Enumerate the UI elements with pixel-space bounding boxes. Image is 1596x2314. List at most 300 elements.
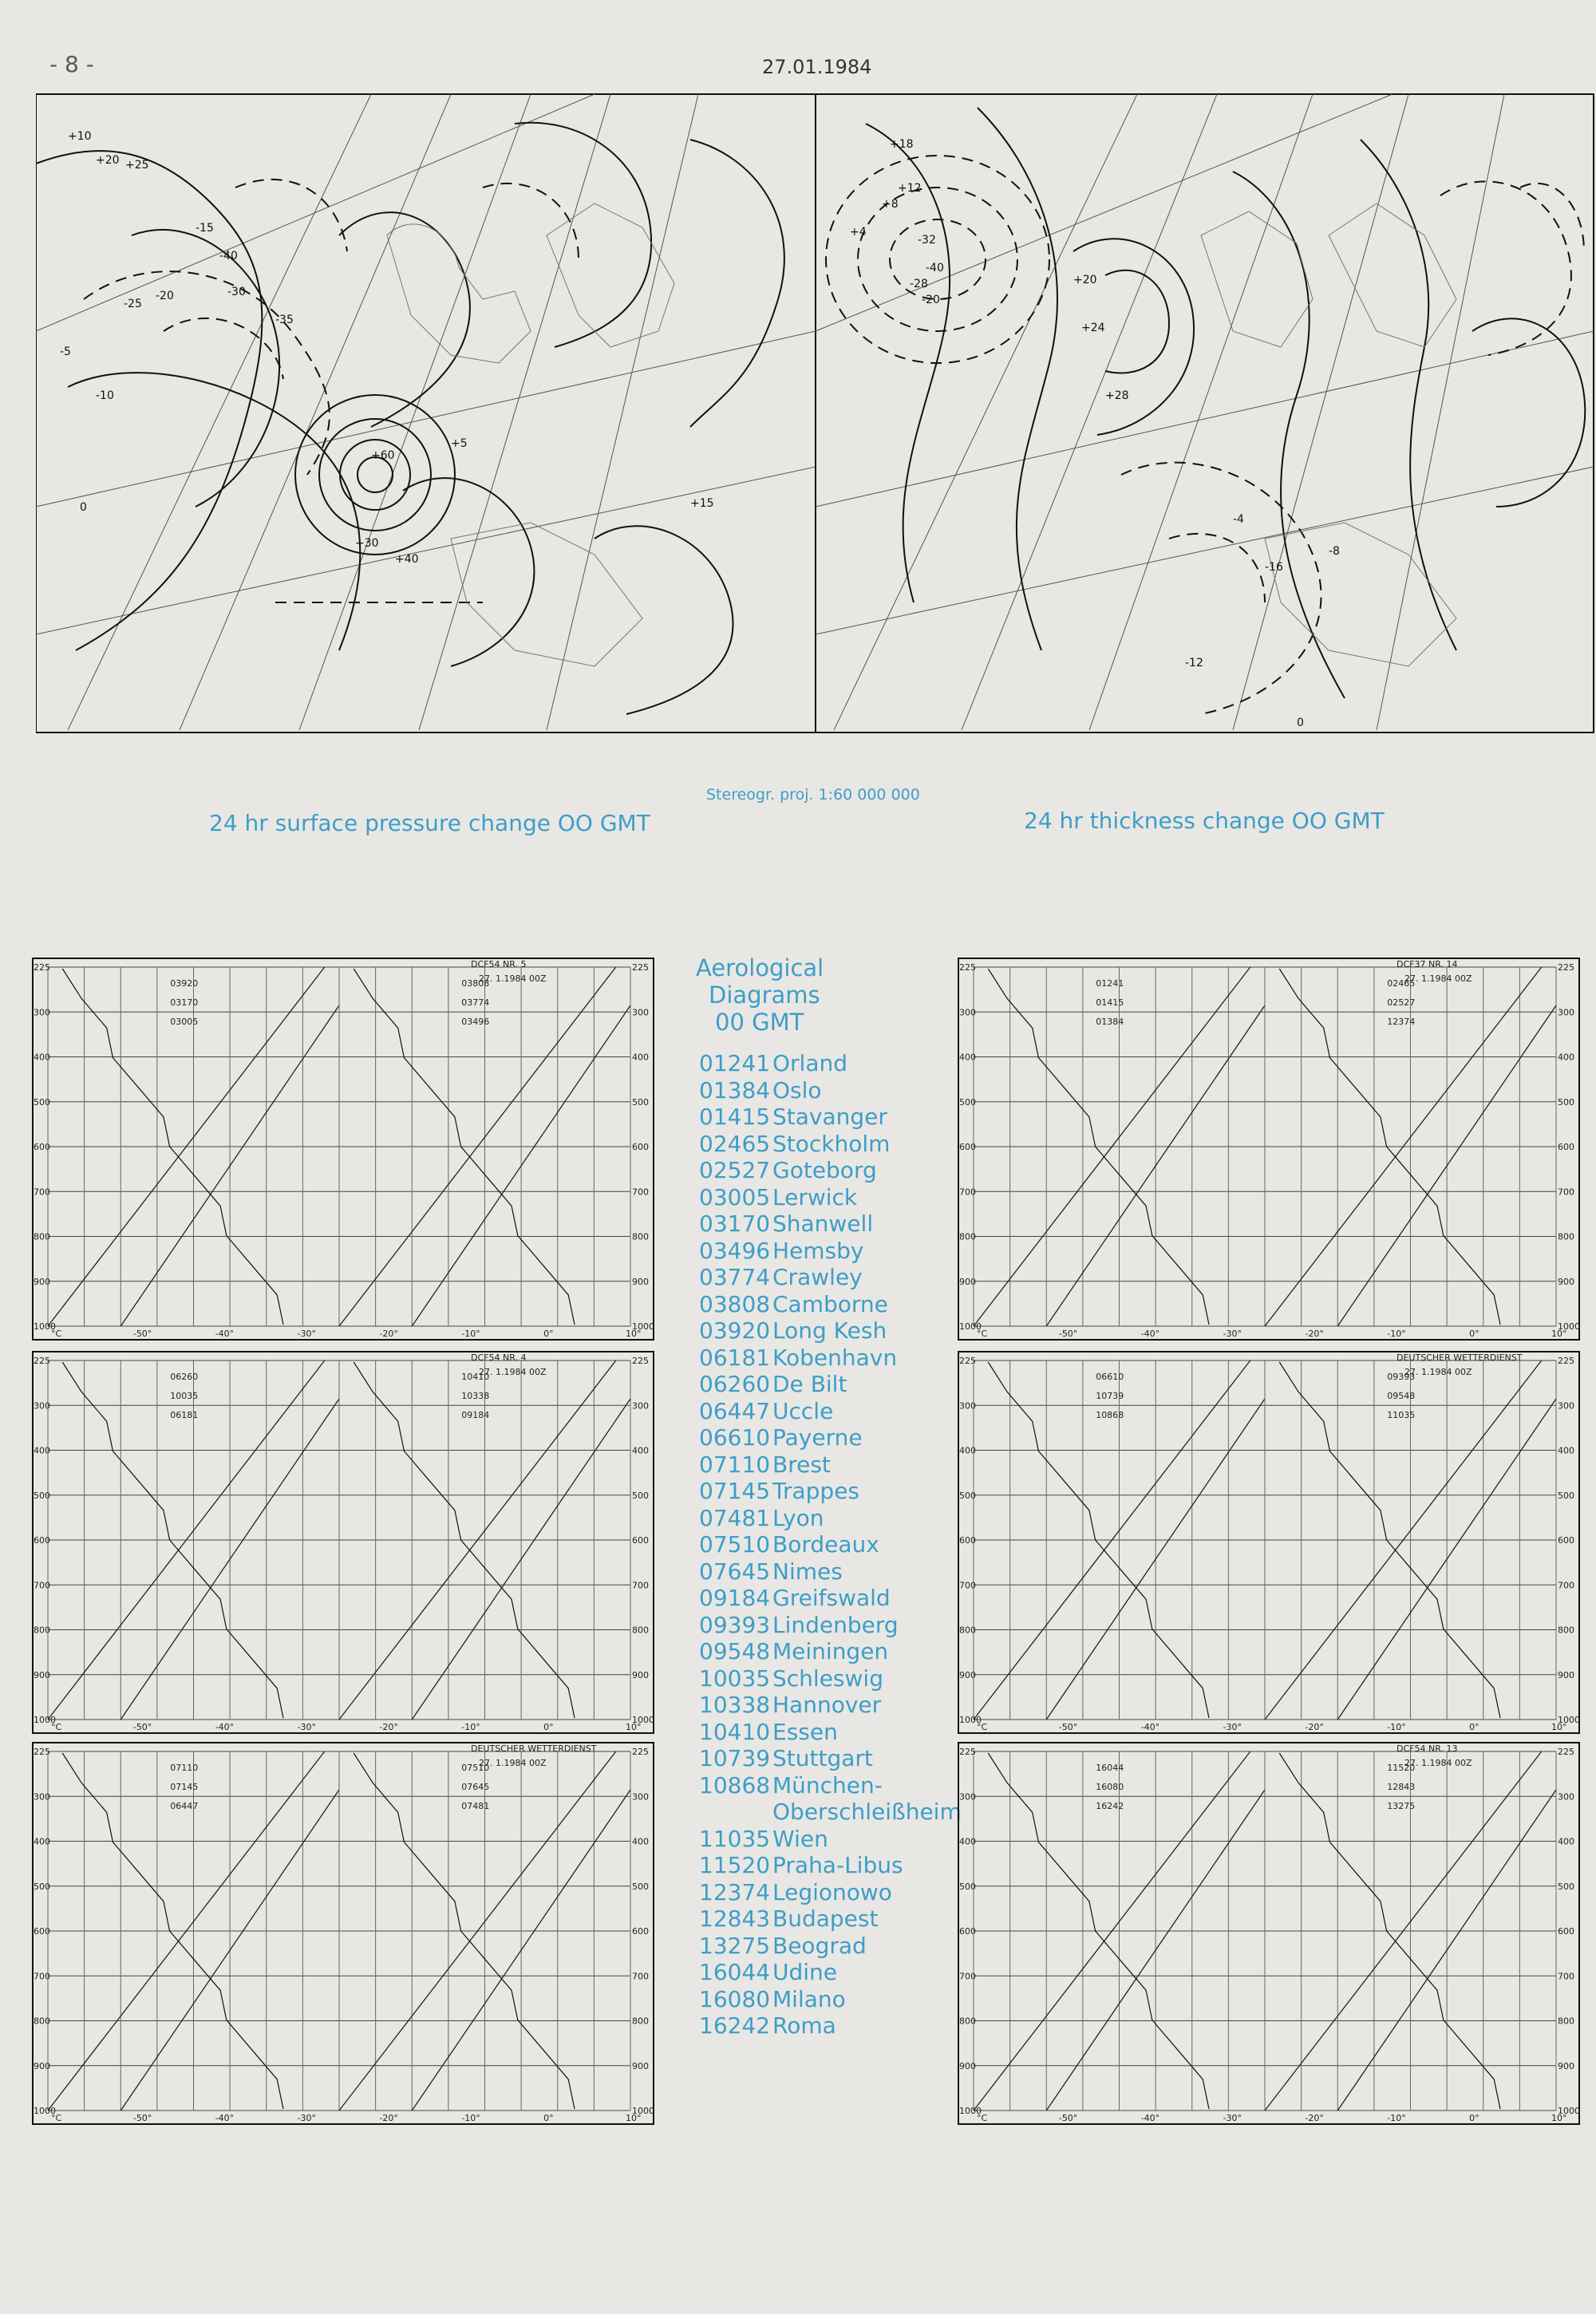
pressure-level-label: 900 xyxy=(632,1669,649,1680)
map-label: +28 xyxy=(1105,389,1129,402)
station-name: Crawley xyxy=(772,1264,863,1290)
pressure-level-label: 500 xyxy=(34,1096,50,1108)
pressure-level-label: 500 xyxy=(1558,1096,1574,1108)
station-name: Goteborg xyxy=(772,1157,877,1183)
pressure-level-label: 300 xyxy=(959,1007,976,1018)
pressure-level-label: 400 xyxy=(959,1445,976,1456)
temperature-tick-label: °C xyxy=(977,1722,988,1732)
aerological-title-line: 00 GMT xyxy=(715,1009,804,1036)
temperature-tick-label: -10° xyxy=(1387,1722,1406,1732)
diagram-date: 27. 1.1984 00Z xyxy=(479,1758,547,1768)
station-name: Beograd xyxy=(772,1932,867,1959)
pressure-level-label: 500 xyxy=(959,1096,976,1108)
pressure-level-label: 300 xyxy=(34,1007,50,1018)
station-item xyxy=(699,1505,962,1532)
station-id-label: 02465 xyxy=(1387,978,1416,989)
station-item xyxy=(699,1131,962,1158)
map-label: +40 xyxy=(395,553,419,566)
station-id-label: 03170 xyxy=(170,997,199,1008)
pressure-level-label: 225 xyxy=(959,1356,976,1366)
pressure-level-label: 800 xyxy=(959,2016,976,2027)
map-label: +60 xyxy=(371,449,395,462)
pressure-level-label: 500 xyxy=(632,1881,649,1892)
station-name: Orland xyxy=(772,1050,848,1076)
station-name: Budapest xyxy=(772,1905,879,1932)
pressure-level-label: 1000 xyxy=(1558,1715,1580,1725)
temperature-tick-label: 0° xyxy=(543,2113,554,2123)
pressure-level-label: 225 xyxy=(632,1747,649,1757)
diagram-header: DEUTSCHER WETTERDIENST xyxy=(471,1743,597,1754)
diagram-date: 27. 1.1984 00Z xyxy=(479,1367,547,1377)
pressure-level-label: 700 xyxy=(959,1580,976,1591)
pressure-level-label: 500 xyxy=(1558,1490,1574,1501)
temperature-tick-label: -20° xyxy=(379,2113,398,2123)
station-code: 11520 xyxy=(699,1852,771,1878)
pressure-level-label: 300 xyxy=(959,1400,976,1412)
station-code: 06447 xyxy=(699,1397,771,1424)
map-label: -35 xyxy=(275,314,294,326)
aerological-diagram-svg xyxy=(32,1742,654,2125)
station-id-label: 16242 xyxy=(1096,1801,1124,1811)
station-item xyxy=(699,1879,962,1906)
station-code: 01241 xyxy=(699,1050,771,1076)
pressure-level-label: 400 xyxy=(632,1836,649,1847)
aerological-diagram-svg xyxy=(958,1742,1580,2125)
station-item xyxy=(699,2012,962,2040)
diagram-date: 27. 1.1984 00Z xyxy=(1404,973,1472,984)
station-id-label: 03920 xyxy=(170,978,199,989)
temperature-tick-label: -30° xyxy=(297,2113,317,2123)
station-name: Lindenberg xyxy=(772,1611,899,1638)
station-code: 06181 xyxy=(699,1344,771,1371)
station-item xyxy=(699,1745,962,1772)
station-id-label: 07110 xyxy=(170,1763,199,1773)
pressure-level-label: 600 xyxy=(34,1926,50,1937)
map-label: +18 xyxy=(890,138,914,151)
station-name: Greifswald xyxy=(772,1585,891,1611)
temperature-tick-label: -40° xyxy=(215,2113,235,2123)
temperature-tick-label: -50° xyxy=(132,2113,152,2123)
aerological-diagram-panel xyxy=(958,1351,1580,1734)
pressure-level-label: 600 xyxy=(1558,1142,1574,1152)
station-id-label: 11520 xyxy=(1387,1763,1416,1773)
station-name: Bordeaux xyxy=(772,1531,879,1558)
temperature-tick-label: -40° xyxy=(215,1329,235,1339)
station-name: Trappes xyxy=(772,1478,860,1504)
pressure-level-label: 1000 xyxy=(959,2106,982,2116)
map-label: -40 xyxy=(219,250,238,263)
pressure-level-label: 300 xyxy=(34,1400,50,1412)
pressure-level-label: 400 xyxy=(1558,1052,1574,1063)
station-item xyxy=(699,1077,962,1104)
maps-panel xyxy=(36,92,1596,734)
temperature-tick-label: 0° xyxy=(543,1329,554,1339)
pressure-level-label: 600 xyxy=(34,1535,50,1546)
diagram-header: DCF37 NR. 14 xyxy=(1396,959,1458,969)
temperature-tick-label: 0° xyxy=(1469,2113,1479,2123)
station-item xyxy=(699,1317,962,1345)
station-name: Hannover xyxy=(772,1692,882,1718)
pressure-level-label: 700 xyxy=(959,1971,976,1982)
pressure-level-label: 400 xyxy=(959,1836,976,1847)
map-label: +20 xyxy=(96,154,120,167)
station-code: 12374 xyxy=(699,1878,771,1905)
diagram-header: DCF54 NR. 13 xyxy=(1396,1743,1458,1754)
map-label: -8 xyxy=(1329,545,1340,558)
pressure-level-label: 300 xyxy=(1558,1791,1574,1803)
station-code: 07645 xyxy=(699,1558,771,1585)
temperature-tick-label: -10° xyxy=(461,1329,480,1339)
pressure-level-label: 900 xyxy=(959,1276,976,1287)
station-code: 03170 xyxy=(699,1210,771,1237)
station-code: 09184 xyxy=(699,1585,771,1611)
pressure-level-label: 225 xyxy=(1558,1747,1574,1757)
station-code: 01384 xyxy=(699,1076,771,1104)
pressure-level-label: 900 xyxy=(1558,2060,1574,2071)
aerological-diagram-svg xyxy=(958,958,1580,1341)
station-code: 03920 xyxy=(699,1317,771,1344)
pressure-level-label: 600 xyxy=(959,1535,976,1546)
station-id-label: 06181 xyxy=(170,1410,199,1420)
station-code: 10338 xyxy=(699,1692,771,1718)
pressure-level-label: 500 xyxy=(959,1881,976,1892)
station-item xyxy=(699,1852,962,1879)
aerological-title-line: Diagrams xyxy=(709,981,820,1009)
pressure-level-label: 300 xyxy=(632,1400,649,1412)
map-label: +10 xyxy=(68,130,92,143)
pressure-level-label: 900 xyxy=(34,2060,50,2071)
station-item xyxy=(699,1986,962,2013)
station-item xyxy=(699,1184,962,1211)
map-label: -40 xyxy=(926,262,944,274)
station-code: 16080 xyxy=(699,1985,771,2012)
aerological-diagram-svg xyxy=(32,958,654,1341)
station-name: Schleswig xyxy=(772,1664,883,1692)
station-id-label: 16044 xyxy=(1096,1763,1124,1773)
station-item xyxy=(699,1692,962,1719)
pressure-level-label: 1000 xyxy=(34,1715,56,1725)
station-name: Stuttgart xyxy=(772,1745,873,1771)
pressure-level-label: 300 xyxy=(1558,1400,1574,1412)
station-name: Payerne xyxy=(772,1424,863,1451)
station-name: Camborne xyxy=(772,1290,888,1317)
pressure-level-label: 700 xyxy=(632,1971,649,1982)
station-item xyxy=(699,1638,962,1665)
station-id-label: 10868 xyxy=(1096,1410,1124,1420)
map-label: -15 xyxy=(196,222,214,235)
station-name: Stockholm xyxy=(772,1130,891,1157)
temperature-tick-label: -10° xyxy=(1387,1329,1406,1339)
station-id-label: 09393 xyxy=(1387,1372,1416,1382)
temperature-tick-label: -40° xyxy=(1140,1722,1160,1732)
temperature-tick-label: -50° xyxy=(132,1329,152,1339)
pressure-level-label: 900 xyxy=(959,1669,976,1680)
aerological-diagram-panel xyxy=(958,958,1580,1341)
station-id-label: 12374 xyxy=(1387,1017,1416,1027)
temperature-tick-label: 0° xyxy=(543,1722,554,1732)
station-code: 02527 xyxy=(699,1157,771,1183)
station-id-label: 01415 xyxy=(1096,997,1124,1008)
map-label: -25 xyxy=(124,298,142,310)
station-code: 03774 xyxy=(699,1264,771,1290)
temperature-tick-label: -50° xyxy=(1058,1329,1078,1339)
station-name: Stavanger xyxy=(772,1104,887,1130)
temperature-tick-label: -10° xyxy=(1387,2113,1406,2123)
pressure-level-label: 225 xyxy=(632,962,649,973)
pressure-level-label: 700 xyxy=(34,1580,50,1591)
temperature-tick-label: °C xyxy=(977,1329,988,1339)
pressure-level-label: 225 xyxy=(34,1747,50,1757)
station-name: Roma xyxy=(772,2012,836,2039)
station-id-label: 10739 xyxy=(1096,1391,1124,1401)
temperature-tick-label: °C xyxy=(51,1722,62,1732)
aerological-diagram-panel xyxy=(32,958,654,1341)
pressure-level-label: 225 xyxy=(1558,1356,1574,1366)
map-label: +20 xyxy=(1073,274,1097,286)
pressure-level-label: 800 xyxy=(632,1625,649,1636)
pressure-level-label: 700 xyxy=(632,1580,649,1591)
station-name: De Bilt xyxy=(772,1371,847,1397)
map-label: -20 xyxy=(156,290,174,302)
pressure-level-label: 600 xyxy=(632,1535,649,1546)
station-name: Legionowo xyxy=(772,1878,892,1905)
map-label: -10 xyxy=(96,389,114,402)
map-label: +8 xyxy=(882,198,899,211)
pressure-level-label: 400 xyxy=(34,1836,50,1847)
aerological-diagram-panel xyxy=(958,1742,1580,2125)
station-code: 10035 xyxy=(699,1664,771,1692)
station-id-label: 09184 xyxy=(461,1410,490,1420)
pressure-level-label: 600 xyxy=(1558,1535,1574,1546)
station-id-label: 07510 xyxy=(461,1763,490,1773)
station-code: 10410 xyxy=(699,1718,771,1745)
pressure-level-label: 700 xyxy=(1558,1187,1574,1198)
station-code: 02465 xyxy=(699,1130,771,1157)
map-label: -4 xyxy=(1233,513,1244,526)
pressure-level-label: 600 xyxy=(959,1926,976,1937)
station-code: 06260 xyxy=(699,1371,771,1397)
station-item xyxy=(699,1905,962,1933)
station-id-label: 03005 xyxy=(170,1017,199,1027)
thickness-change-map xyxy=(816,94,1594,733)
pressure-level-label: 800 xyxy=(1558,1625,1574,1636)
pressure-level-label: 600 xyxy=(34,1142,50,1152)
pressure-level-label: 500 xyxy=(632,1490,649,1501)
station-id-label: 03808 xyxy=(461,978,490,989)
page-date: 27.01.1984 xyxy=(762,56,872,78)
temperature-tick-label: -20° xyxy=(1305,1329,1324,1339)
station-item xyxy=(699,1531,962,1558)
station-code: 10739 xyxy=(699,1745,771,1771)
station-code: 16242 xyxy=(699,2012,771,2039)
pressure-level-label: 300 xyxy=(959,1791,976,1803)
temperature-tick-label: °C xyxy=(51,2113,62,2123)
station-name: Nimes xyxy=(772,1558,843,1585)
temperature-tick-label: -20° xyxy=(379,1329,398,1339)
pressure-level-label: 500 xyxy=(959,1490,976,1501)
temperature-tick-label: -40° xyxy=(1140,2113,1160,2123)
temperature-tick-label: -10° xyxy=(461,2113,480,2123)
pressure-level-label: 1000 xyxy=(632,1321,654,1332)
station-id-label: 06260 xyxy=(170,1372,199,1382)
projection-note: Stereogr. proj. 1:60 000 000 xyxy=(706,786,920,804)
map-label: -16 xyxy=(1265,561,1283,574)
map-label: +4 xyxy=(850,226,867,239)
map-label: -12 xyxy=(1185,657,1203,669)
pressure-level-label: 1000 xyxy=(959,1321,982,1332)
pressure-level-label: 700 xyxy=(1558,1971,1574,1982)
temperature-tick-label: 0° xyxy=(1469,1329,1479,1339)
page-number: - 8 - xyxy=(49,51,94,77)
station-code: 03808 xyxy=(699,1290,771,1317)
temperature-tick-label: -50° xyxy=(1058,2113,1078,2123)
station-id-label: 07145 xyxy=(170,1782,199,1792)
station-item xyxy=(699,1478,962,1505)
station-item xyxy=(699,1719,962,1746)
station-id-label: 10035 xyxy=(170,1391,199,1401)
pressure-level-label: 225 xyxy=(959,962,976,973)
station-id-label: 12843 xyxy=(1387,1782,1416,1792)
station-item xyxy=(699,1933,962,1960)
temperature-tick-label: -20° xyxy=(379,1722,398,1732)
pressure-level-label: 600 xyxy=(1558,1926,1574,1937)
map-label: -32 xyxy=(918,234,936,247)
temperature-tick-label: -40° xyxy=(1140,1329,1160,1339)
station-list xyxy=(699,1050,962,2040)
station-name: Hemsby xyxy=(772,1237,864,1264)
pressure-level-label: 900 xyxy=(1558,1669,1574,1680)
station-name: Praha-Libus xyxy=(772,1852,903,1878)
pressure-level-label: 900 xyxy=(34,1276,50,1287)
pressure-level-label: 700 xyxy=(34,1187,50,1198)
station-name: Uccle xyxy=(772,1397,834,1424)
pressure-level-label: 400 xyxy=(959,1052,976,1063)
pressure-level-label: 225 xyxy=(34,1356,50,1366)
temperature-tick-label: °C xyxy=(51,1329,62,1339)
temperature-tick-label: 10° xyxy=(626,1329,642,1339)
map-label: +12 xyxy=(898,182,922,195)
station-name: Oberschleißheim xyxy=(772,1799,962,1825)
pressure-level-label: 500 xyxy=(34,1490,50,1501)
station-code: 06610 xyxy=(699,1424,771,1451)
pressure-level-label: 400 xyxy=(632,1052,649,1063)
station-name: Udine xyxy=(772,1959,838,1985)
station-code: 09393 xyxy=(699,1611,771,1638)
pressure-level-label: 600 xyxy=(632,1142,649,1152)
station-item xyxy=(699,1612,962,1639)
map-label: +25 xyxy=(125,159,149,172)
pressure-level-label: 800 xyxy=(632,1231,649,1242)
surface-pressure-change-map xyxy=(36,94,816,733)
pressure-level-label: 1000 xyxy=(1558,2106,1580,2116)
station-code: 09548 xyxy=(699,1638,771,1664)
station-id-label: 07481 xyxy=(461,1801,490,1811)
pressure-level-label: 800 xyxy=(632,2016,649,2027)
aerological-title-line: Aerological xyxy=(696,954,824,981)
station-code: 07110 xyxy=(699,1451,771,1478)
pressure-level-label: 800 xyxy=(34,1231,50,1242)
temperature-tick-label: -40° xyxy=(215,1722,235,1732)
station-code: 01415 xyxy=(699,1104,771,1130)
pressure-level-label: 225 xyxy=(1558,962,1574,973)
station-name: Brest xyxy=(772,1451,831,1478)
temperature-tick-label: 10° xyxy=(1551,1722,1567,1732)
pressure-level-label: 400 xyxy=(1558,1445,1574,1456)
pressure-level-label: 225 xyxy=(632,1356,649,1366)
station-item xyxy=(699,1424,962,1451)
pressure-level-label: 1000 xyxy=(34,1321,56,1332)
map-label: +15 xyxy=(690,497,714,510)
pressure-level-label: 1000 xyxy=(34,2106,56,2116)
station-item xyxy=(699,1371,962,1398)
station-code: 07145 xyxy=(699,1478,771,1504)
station-item xyxy=(699,1264,962,1291)
pressure-level-label: 700 xyxy=(959,1187,976,1198)
station-code: 13275 xyxy=(699,1932,771,1959)
temperature-tick-label: -30° xyxy=(1223,1722,1242,1732)
station-id-label: 03496 xyxy=(461,1017,490,1027)
station-code: 03496 xyxy=(699,1237,771,1264)
station-item xyxy=(699,1826,962,1853)
station-item xyxy=(699,1665,962,1692)
pressure-level-label: 800 xyxy=(1558,2016,1574,2027)
pressure-level-label: 400 xyxy=(1558,1836,1574,1847)
station-code: 16044 xyxy=(699,1959,771,1985)
station-item xyxy=(699,1210,962,1238)
station-item xyxy=(699,1558,962,1585)
pressure-level-label: 700 xyxy=(34,1971,50,1982)
temperature-tick-label: 10° xyxy=(626,2113,642,2123)
pressure-level-label: 300 xyxy=(632,1791,649,1803)
pressure-level-label: 300 xyxy=(34,1791,50,1803)
station-name: Shanwell xyxy=(772,1210,874,1237)
pressure-level-label: 500 xyxy=(34,1881,50,1892)
map-label: +5 xyxy=(451,437,468,450)
map-label: -30 xyxy=(227,286,246,298)
temperature-tick-label: -30° xyxy=(297,1722,317,1732)
station-item xyxy=(699,1451,962,1479)
pressure-level-label: 700 xyxy=(1558,1580,1574,1591)
station-item xyxy=(699,1050,962,1077)
pressure-level-label: 900 xyxy=(959,2060,976,2071)
station-code: 07481 xyxy=(699,1504,771,1531)
pressure-level-label: 225 xyxy=(959,1747,976,1757)
temperature-tick-label: 0° xyxy=(1469,1722,1479,1732)
pressure-level-label: 900 xyxy=(1558,1276,1574,1287)
temperature-tick-label: -20° xyxy=(1305,2113,1324,2123)
pressure-level-label: 900 xyxy=(34,1669,50,1680)
aerological-title xyxy=(696,954,824,1036)
diagram-header: DEUTSCHER WETTERDIENST xyxy=(1396,1352,1523,1363)
map-label: 0 xyxy=(80,501,87,514)
pressure-level-label: 1000 xyxy=(959,1715,982,1725)
diagram-date: 27. 1.1984 00Z xyxy=(479,973,547,984)
temperature-tick-label: °C xyxy=(977,2113,988,2123)
pressure-level-label: 500 xyxy=(632,1096,649,1108)
temperature-tick-label: -30° xyxy=(1223,1329,1242,1339)
station-name: München- xyxy=(772,1771,883,1799)
map-label: +24 xyxy=(1081,322,1105,334)
station-name: Long Kesh xyxy=(772,1317,887,1344)
station-id-label: 09548 xyxy=(1387,1391,1416,1401)
pressure-level-label: 1000 xyxy=(632,2106,654,2116)
pressure-level-label: 1000 xyxy=(632,1715,654,1725)
map-label: -5 xyxy=(60,346,71,358)
pressure-level-label: 600 xyxy=(959,1142,976,1152)
station-code: 07510 xyxy=(699,1531,771,1558)
station-id-label: 01241 xyxy=(1096,978,1124,989)
thickness-change-caption: 24 hr thickness change OO GMT xyxy=(1024,808,1385,834)
